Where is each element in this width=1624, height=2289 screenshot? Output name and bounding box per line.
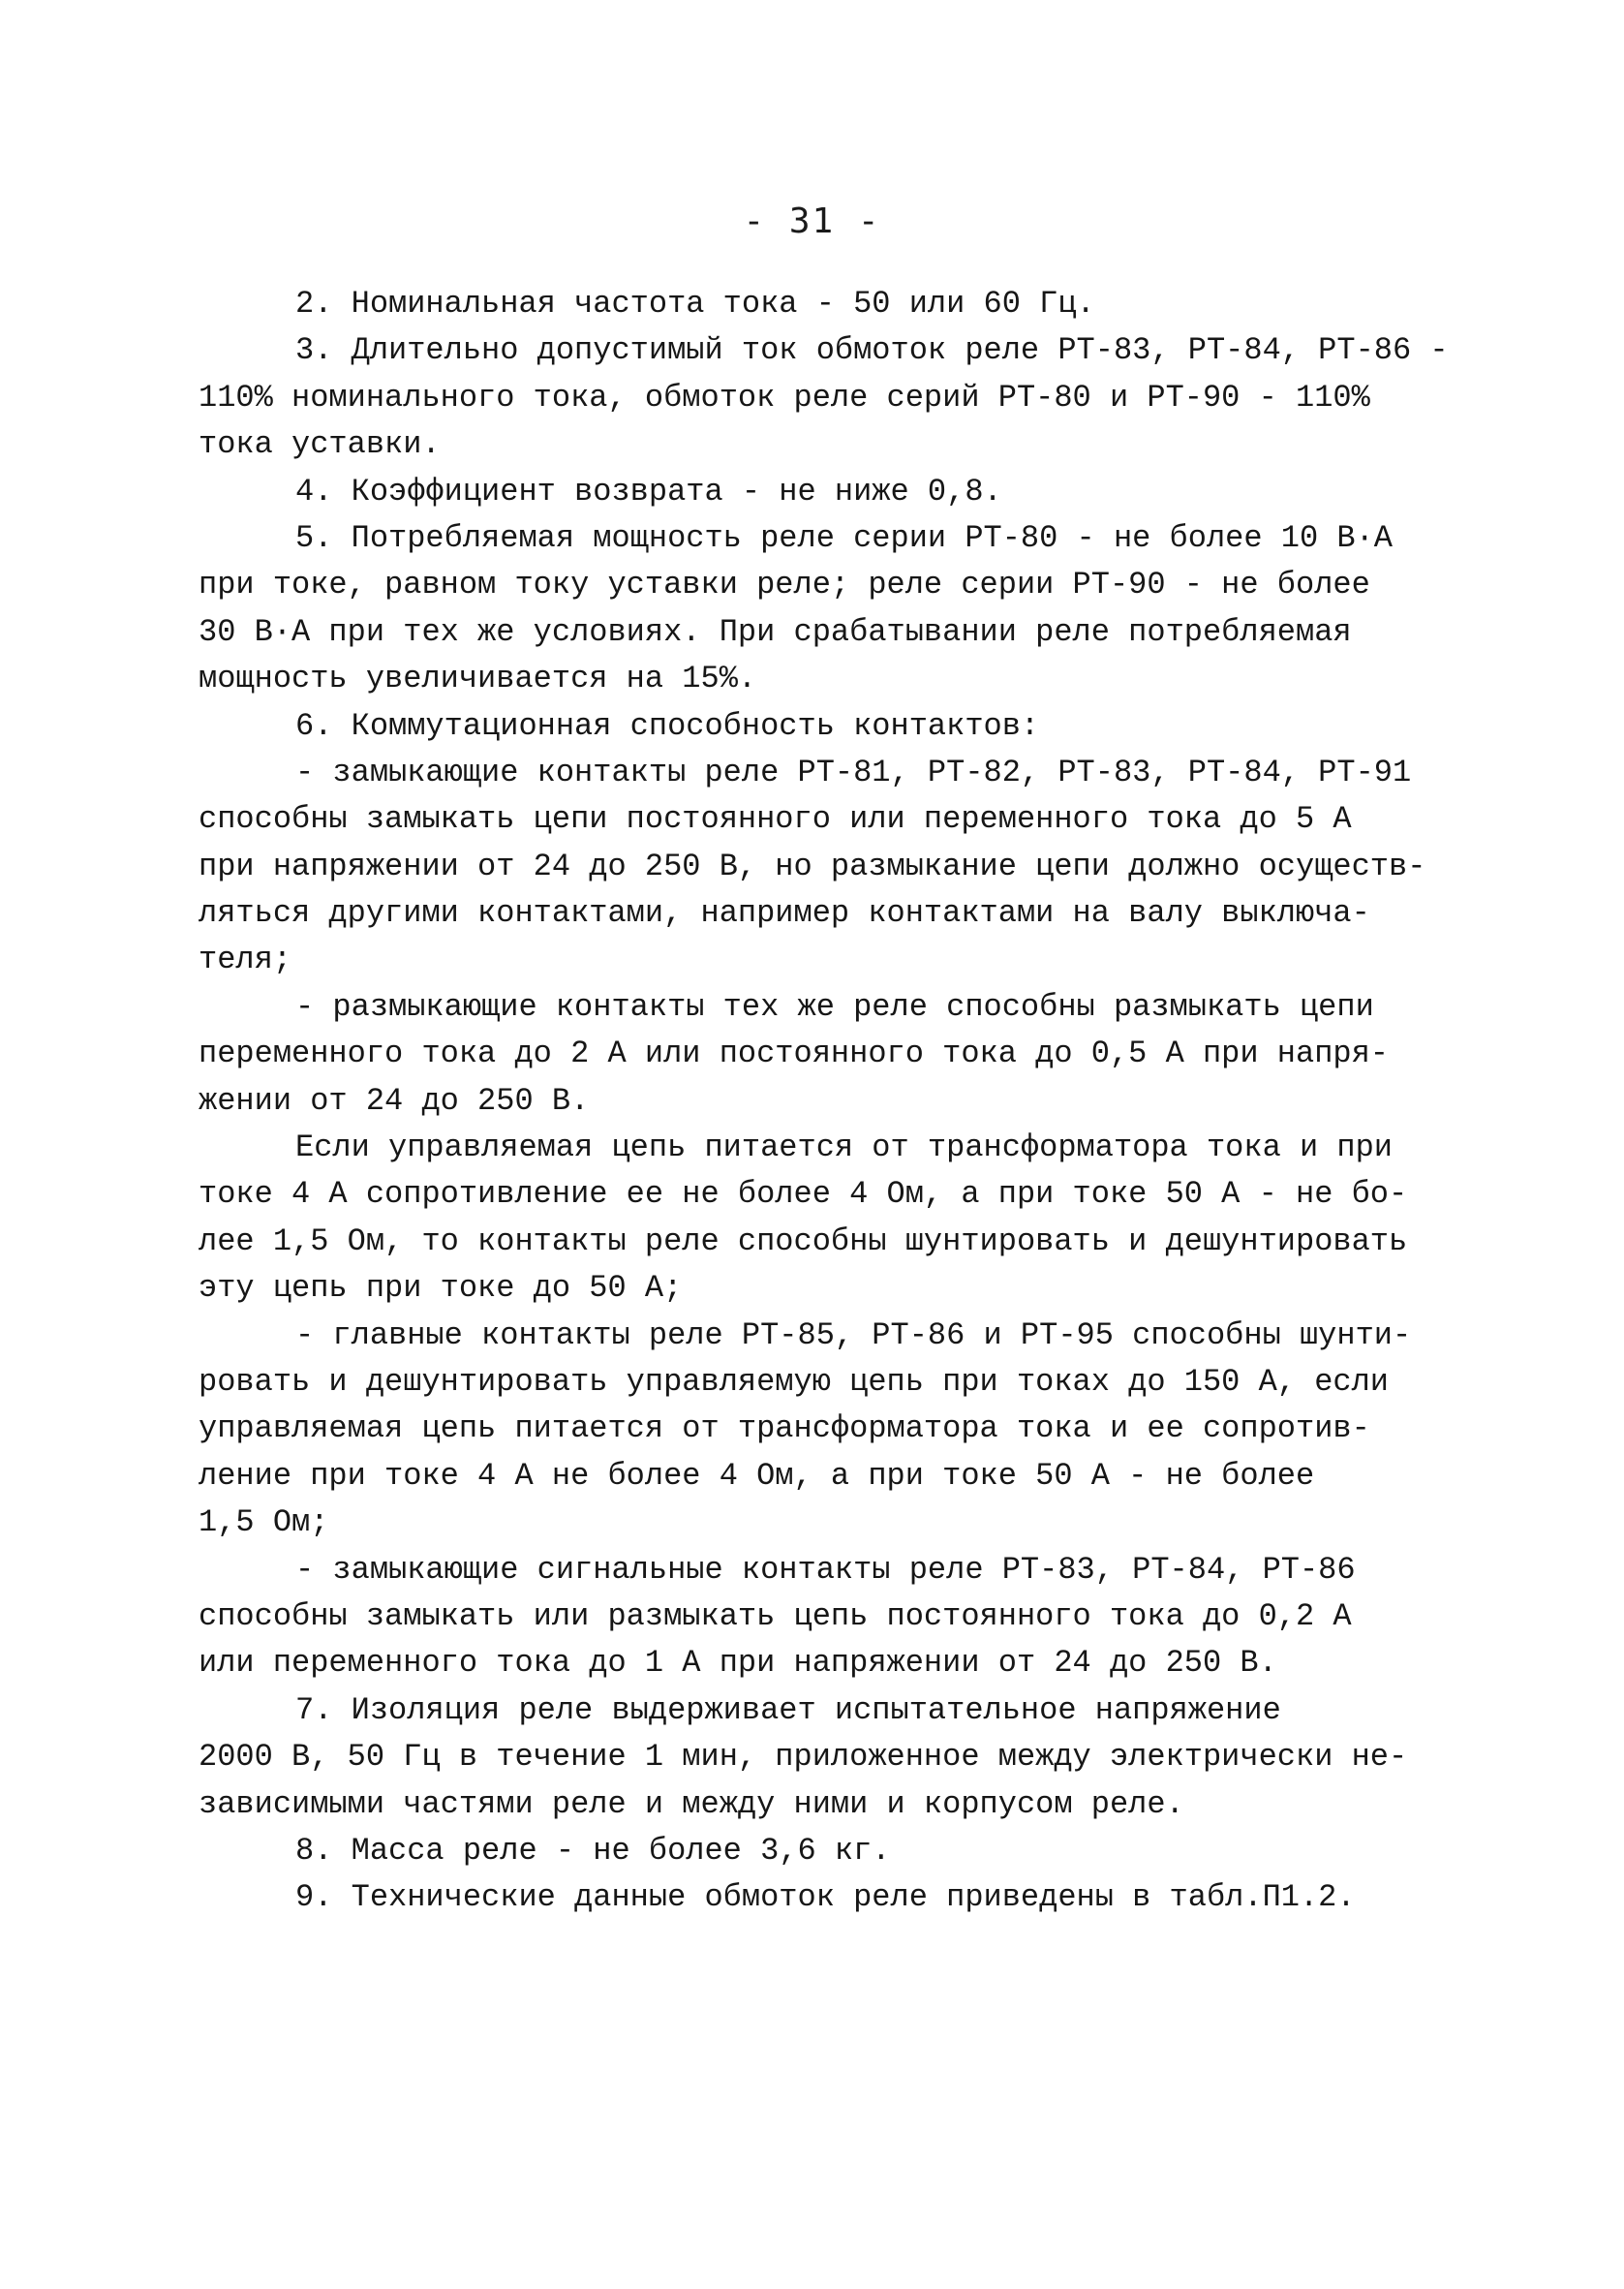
text-line: способны замыкать цепи постоянного или переменного тока до 5 А [199,801,1352,838]
text-line: жении от 24 до 250 В. [199,1082,590,1119]
text-line: 30 В·А при тех же условиях. При срабатывании реле потребляемая [199,613,1352,650]
text-line: - замыкающие сигнальные контакты реле РТ-83, РТ-84, РТ-86 [295,1551,1356,1588]
text-line: 110% номинального тока, обмоток реле серий РТ-80 и РТ-90 - 110% [199,379,1370,416]
text-line: 1,5 Ом; [199,1504,329,1541]
text-line: ровать и дешунтировать управляемую цепь при токах до 150 А, если [199,1363,1389,1400]
text-line: - главные контакты реле РТ-85, РТ-86 и РТ-95 способны шунти- [295,1316,1412,1353]
text-line: 8. Масса реле - не более 3,6 кг. [295,1832,891,1869]
text-line: или переменного тока до 1 А при напряжении от 24 до 250 В. [199,1645,1277,1682]
text-line: тока уставки. [199,426,441,463]
text-line: зависимыми частями реле и между ними и корпусом реле. [199,1785,1184,1822]
text-line: ление при токе 4 А не более 4 Ом, а при токе 50 А - не более [199,1457,1315,1494]
text-line: 5. Потребляемая мощность реле серии РТ-80 - не более 10 В·А [295,519,1393,556]
text-line: - размыкающие контакты тех же реле способны размыкать цепи [295,988,1374,1025]
text-line: токе 4 А сопротивление ее не более 4 Ом, а при токе 50 А - не бо- [199,1176,1408,1213]
text-line: 2000 В, 50 Гц в течение 1 мин, приложенное между электрически не- [199,1739,1408,1776]
text-line: 3. Длительно допустимый ток обмоток реле РТ-83, РТ-84, РТ-86 - [295,332,1449,369]
document-body [199,281,1486,1922]
text-line: ляться другими контактами, например контактами на валу выключа- [199,895,1370,932]
text-line: 9. Технические данные обмоток реле приведены в табл.П1.2. [295,1879,1356,1916]
text-line: способны замыкать или размыкать цепь постоянного тока до 0,2 А [199,1597,1352,1634]
text-line: 2. Номинальная частота тока - 50 или 60 Гц. [295,286,1095,322]
text-line: лее 1,5 Ом, то контакты реле способны шунтировать и дешунтировать [199,1222,1408,1259]
text-line: управляемая цепь питается от трансформатора тока и ее сопротив- [199,1410,1370,1447]
text-line: мощность увеличивается на 15%. [199,661,757,697]
text-line: при напряжении от 24 до 250 В, но размыкание цепи должно осуществ- [199,848,1426,884]
text-line: 6. Коммутационная способность контактов: [295,707,1040,744]
text-line: при токе, равном току уставки реле; реле серии РТ-90 - не более [199,567,1370,603]
text-line: 7. Изоляция реле выдерживает испытательное напряжение [295,1691,1281,1728]
text-line: Если управляемая цепь питается от трансформатора тока и при [295,1129,1393,1166]
text-line: - замыкающие контакты реле РТ-81, РТ-82, РТ-83, РТ-84, РТ-91 [295,754,1412,790]
text-line: теля; [199,942,292,978]
text-line: 4. Коэффициент возврата - не ниже 0,8. [295,473,1002,510]
text-line: эту цепь при токе до 50 А; [199,1270,683,1307]
page-number: - 31 - [743,201,881,241]
text-line: переменного тока до 2 А или постоянного тока до 0,5 А при напря- [199,1036,1389,1072]
